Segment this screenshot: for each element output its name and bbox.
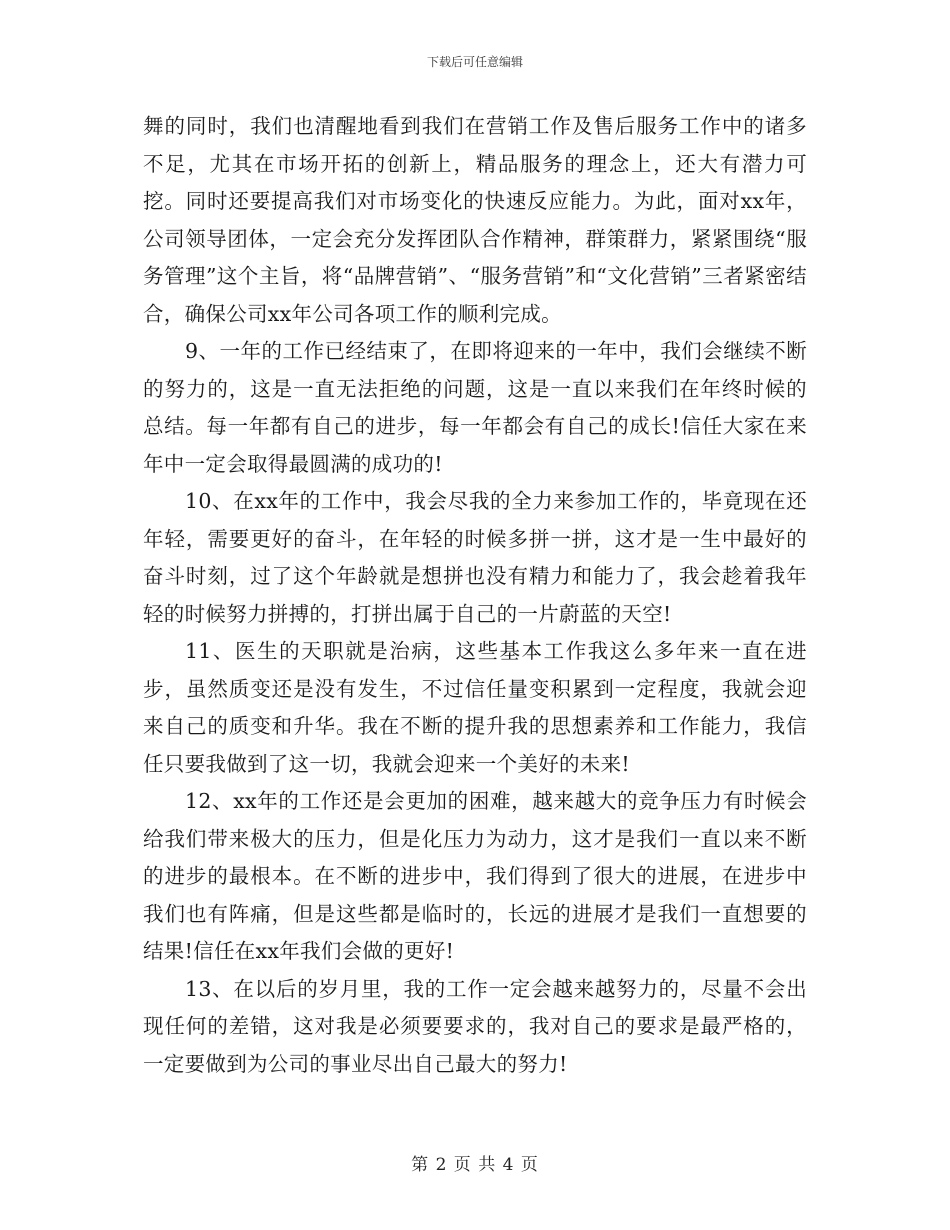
paragraph-continuation: 舞的同时，我们也清醒地看到我们在营销工作及售后服务工作中的诸多不足，尤其在市场开拓的创新上，精品服务的理念上，还大有潜力可挖。同时还要提高我们对市场变化的快速反应能力。为此，面对xx年，公司领导团体，一定会充分发挥团队合作精神，群策群力，紧紧围绕“服务管理”这个主旨，将“品牌营销”、“服务营销”和“文化营销”三者紧密结合，确保公司xx年公司各项工作的顺利完成。: [143, 114, 807, 326]
paragraph-item-9: 9、一年的工作已经结束了，在即将迎来的一年中，我们会继续不断的努力的，这是一直无法拒绝的问题，这是一直以来我们在年终时候的总结。每一年都有自己的进步，每一年都会有自己的成长!信任大家在来年中一定会取得最圆满的成功的!: [143, 339, 807, 476]
paragraph-item-10: 10、在xx年的工作中，我会尽我的全力来参加工作的，毕竟现在还年轻，需要更好的奋斗，在年轻的时候多拼一拼，这才是一生中最好的奋斗时刻，过了这个年龄就是想拼也没有精力和能力了，我会趁着我年轻的时候努力拼搏的，打拼出属于自己的一片蔚蓝的天空!: [143, 489, 807, 626]
paragraph-item-13: 13、在以后的岁月里，我的工作一定会越来越努力的，尽量不会出现任何的差错，这对我是必须要要求的，我对自己的要求是最严格的，一定要做到为公司的事业尽出自己最大的努力!: [143, 976, 807, 1076]
page-number: 第 2 页 共 4 页: [411, 1155, 539, 1175]
paragraph-item-11: 11、医生的天职就是治病，这些基本工作我这么多年来一直在进步，虽然质变还是没有发生，不过信任量变积累到一定程度，我就会迎来自己的质变和升华。我在不断的提升我的思想素养和工作能力，我信任只要我做到了这一切，我就会迎来一个美好的未来!: [143, 639, 807, 776]
document-body: [143, 108, 807, 1083]
paragraph-item-12: 12、xx年的工作还是会更加的困难，越来越大的竞争压力有时候会给我们带来极大的压力，但是化压力为动力，这才是我们一直以来不断的进步的最根本。在不断的进步中，我们得到了很大的进展，在进步中我们也有阵痛，但是这些都是临时的，长远的进展才是我们一直想要的结果!信任在xx年我们会做的更好!: [143, 789, 807, 963]
header-note: 下载后可任意编辑: [426, 55, 523, 69]
